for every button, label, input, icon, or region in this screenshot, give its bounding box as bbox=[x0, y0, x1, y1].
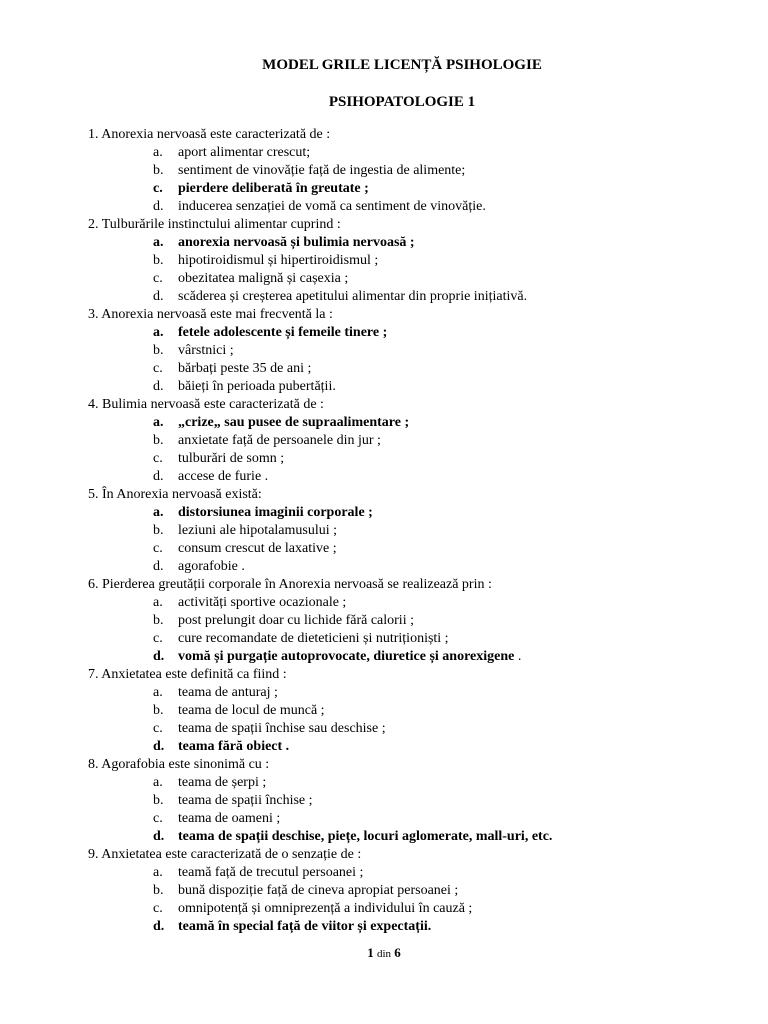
option-7b bbox=[88, 702, 748, 720]
option-letter: c. bbox=[153, 451, 163, 466]
option-letter: b. bbox=[153, 613, 164, 628]
option-text: teama de oameni ; bbox=[178, 811, 281, 826]
question-list bbox=[88, 126, 748, 936]
option-text: distorsiunea imaginii corporale ; bbox=[178, 505, 373, 520]
option-text: leziuni ale hipotalamusului ; bbox=[178, 523, 338, 538]
option-1c-correct bbox=[88, 180, 748, 198]
option-2d bbox=[88, 288, 748, 306]
option-letter: a. bbox=[153, 595, 163, 610]
option-3b bbox=[88, 342, 748, 360]
option-4c bbox=[88, 450, 748, 468]
option-2b bbox=[88, 252, 748, 270]
option-2a-correct bbox=[88, 234, 748, 252]
option-letter: c. bbox=[153, 721, 163, 736]
question-1: 1. Anorexia nervoasă este caracterizată de : bbox=[88, 127, 331, 142]
option-letter: b. bbox=[153, 793, 164, 808]
option-letter: d. bbox=[153, 919, 165, 934]
option-letter: c. bbox=[153, 181, 163, 196]
option-letter: d. bbox=[153, 469, 164, 484]
option-letter: a. bbox=[153, 775, 163, 790]
option-letter: a. bbox=[153, 325, 164, 340]
question-3: 3. Anorexia nervoasă este mai frecventă la : bbox=[88, 307, 333, 322]
option-text: teama de spații închise sau deschise ; bbox=[178, 721, 386, 736]
option-letter: d. bbox=[153, 649, 165, 664]
option-4a-correct bbox=[88, 414, 748, 432]
option-9d-correct bbox=[88, 918, 748, 936]
question-2: 2. Tulburările instinctului alimentar cuprind : bbox=[88, 217, 341, 232]
option-9b bbox=[88, 882, 748, 900]
option-text: hipotiroidismul și hipertiroidismul ; bbox=[178, 253, 379, 268]
option-text: teama fără obiect . bbox=[178, 739, 290, 754]
option-text: teamă față de trecutul persoanei ; bbox=[178, 865, 364, 880]
option-text: teama de spații deschise, piețe, locuri aglomerate, mall-uri, etc. bbox=[178, 829, 553, 844]
option-text: omnipotență și omniprezență a individului în cauză ; bbox=[178, 901, 473, 916]
option-8c bbox=[88, 810, 748, 828]
option-text: anxietate față de persoanele din jur ; bbox=[178, 433, 381, 448]
option-text: scăderea și creșterea apetitului alimentar din proprie inițiativă. bbox=[178, 289, 528, 304]
option-4b bbox=[88, 432, 748, 450]
option-letter: c. bbox=[153, 631, 163, 646]
option-letter: b. bbox=[153, 253, 164, 268]
question-7: 7. Anxietatea este definită ca fiind : bbox=[88, 667, 287, 682]
option-8d-correct bbox=[88, 828, 748, 846]
option-text: băieți în perioada pubertății. bbox=[178, 379, 336, 394]
option-5c bbox=[88, 540, 748, 558]
option-letter: a. bbox=[153, 505, 164, 520]
option-text: tulburări de somn ; bbox=[178, 451, 285, 466]
option-text: teama de anturaj ; bbox=[178, 685, 278, 700]
option-text: anorexia nervoasă și bulimia nervoasă ; bbox=[178, 235, 415, 250]
option-text: vomă și purgație autoprovocate, diuretice și anorexigene bbox=[178, 649, 515, 664]
option-2c bbox=[88, 270, 748, 288]
option-9c bbox=[88, 900, 748, 918]
option-letter: c. bbox=[153, 811, 163, 826]
option-letter: b. bbox=[153, 883, 164, 898]
option-letter: a. bbox=[153, 865, 163, 880]
option-text: pierdere deliberată în greutate ; bbox=[178, 181, 369, 196]
option-5b bbox=[88, 522, 748, 540]
option-4d bbox=[88, 468, 748, 486]
option-text: „crize„ sau pusee de supraalimentare ; bbox=[178, 415, 410, 430]
page-of-label: din bbox=[376, 948, 392, 960]
option-text: consum crescut de laxative ; bbox=[178, 541, 337, 556]
document-subtitle: PSIHOPATOLOGIE 1 bbox=[328, 94, 476, 110]
option-text: sentiment de vinovăție față de ingestia de alimente; bbox=[178, 163, 466, 178]
option-8a bbox=[88, 774, 748, 792]
option-text: cure recomandate de dieteticieni și nutriționiști ; bbox=[178, 631, 449, 646]
option-7a bbox=[88, 684, 748, 702]
option-letter: c. bbox=[153, 361, 163, 376]
option-6d-correct bbox=[88, 648, 748, 666]
option-letter: c. bbox=[153, 901, 163, 916]
option-3d bbox=[88, 378, 748, 396]
option-5d bbox=[88, 558, 748, 576]
option-text: teama de spații închise ; bbox=[178, 793, 313, 808]
option-9a bbox=[88, 864, 748, 882]
option-letter: c. bbox=[153, 271, 163, 286]
page-footer bbox=[0, 945, 768, 962]
option-letter: b. bbox=[153, 523, 164, 538]
page-total: 6 bbox=[394, 945, 401, 960]
option-letter: c. bbox=[153, 541, 163, 556]
option-letter: d. bbox=[153, 829, 165, 844]
option-text: teama de șerpi ; bbox=[178, 775, 267, 790]
question-4: 4. Bulimia nervoasă este caracterizată de : bbox=[88, 397, 324, 412]
option-8b bbox=[88, 792, 748, 810]
option-6b bbox=[88, 612, 748, 630]
option-text: aport alimentar crescut; bbox=[178, 145, 311, 160]
option-text: bărbați peste 35 de ani ; bbox=[178, 361, 312, 376]
option-6a bbox=[88, 594, 748, 612]
question-8: 8. Agorafobia este sinonimă cu : bbox=[88, 757, 270, 772]
option-6c bbox=[88, 630, 748, 648]
option-letter: d. bbox=[153, 289, 164, 304]
option-3c bbox=[88, 360, 748, 378]
option-text: teama de locul de muncă ; bbox=[178, 703, 325, 718]
option-text: vârstnici ; bbox=[178, 343, 234, 358]
document-title: MODEL GRILE LICENȚĂ PSIHOLOGIE bbox=[262, 57, 542, 73]
page-number: 1 bbox=[367, 945, 374, 960]
option-letter: d. bbox=[153, 559, 164, 574]
option-text: activități sportive ocazionale ; bbox=[178, 595, 347, 610]
question-5: 5. În Anorexia nervoasă există: bbox=[88, 487, 262, 502]
option-letter: d. bbox=[153, 199, 164, 214]
option-text: agorafobie . bbox=[178, 559, 245, 574]
option-letter: a. bbox=[153, 685, 163, 700]
option-3a-correct bbox=[88, 324, 748, 342]
option-suffix: . bbox=[514, 649, 522, 664]
option-letter: d. bbox=[153, 379, 164, 394]
option-letter: a. bbox=[153, 415, 164, 430]
option-letter: b. bbox=[153, 703, 164, 718]
option-text: teamă în special față de viitor și expectații. bbox=[178, 919, 432, 934]
question-9: 9. Anxietatea este caracterizată de o senzație de : bbox=[88, 847, 362, 862]
option-1d bbox=[88, 198, 748, 216]
option-7d-correct bbox=[88, 738, 748, 756]
option-text: accese de furie . bbox=[178, 469, 269, 484]
option-letter: a. bbox=[153, 235, 164, 250]
option-text: bună dispoziție față de cineva apropiat persoanei ; bbox=[178, 883, 459, 898]
option-text: inducerea senzației de vomă ca sentiment de vinovăție. bbox=[178, 199, 486, 214]
option-5a-correct bbox=[88, 504, 748, 522]
option-letter: b. bbox=[153, 163, 164, 178]
option-1b bbox=[88, 162, 748, 180]
option-text: obezitatea malignă și cașexia ; bbox=[178, 271, 349, 286]
option-7c bbox=[88, 720, 748, 738]
question-6: 6. Pierderea greutății corporale în Anorexia nervoasă se realizează prin : bbox=[88, 577, 492, 592]
option-letter: b. bbox=[153, 433, 164, 448]
option-text: fetele adolescente și femeile tinere ; bbox=[178, 325, 388, 340]
option-1a bbox=[88, 144, 748, 162]
option-letter: d. bbox=[153, 739, 165, 754]
option-letter: b. bbox=[153, 343, 164, 358]
option-text: post prelungit doar cu lichide fără calorii ; bbox=[178, 613, 414, 628]
option-letter: a. bbox=[153, 145, 163, 160]
